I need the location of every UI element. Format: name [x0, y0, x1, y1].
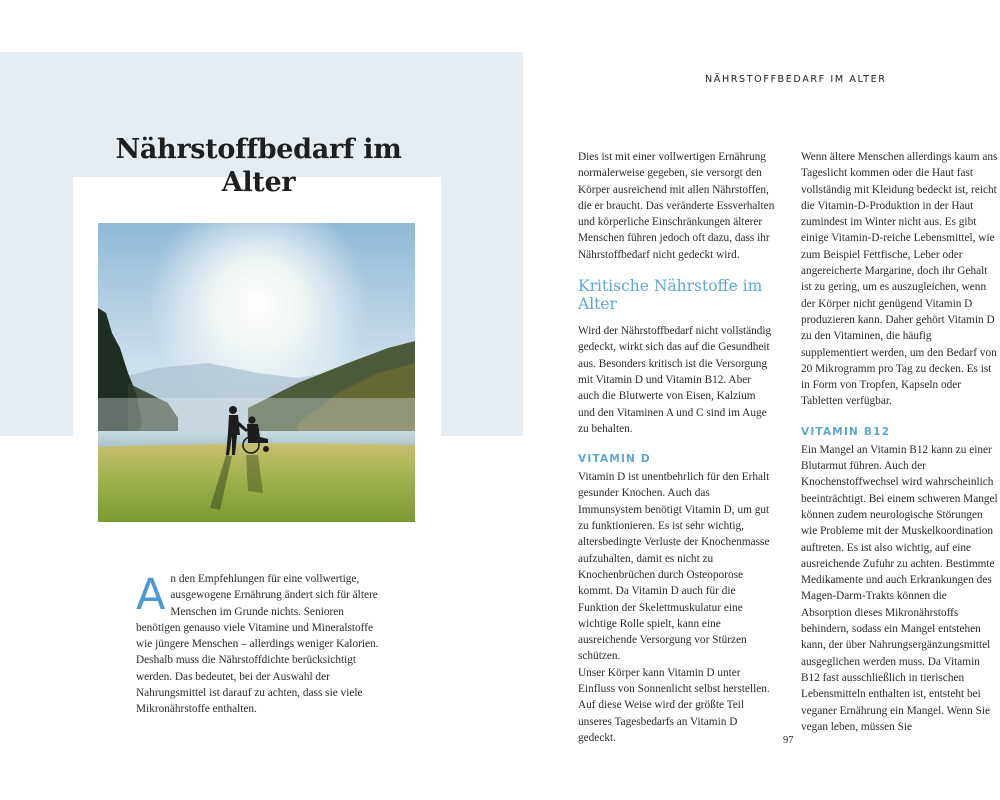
- page-title: Nährstoffbedarf im Alter: [115, 134, 402, 198]
- running-head: NÄHRSTOFFBEDARF IM ALTER: [705, 74, 887, 85]
- paragraph: Wird der Nährstoffbedarf nicht vollständig gedeckt, wirkt sich das auf die Gesundheit aus. Besonders kritisch ist die Versorgung mit Vitamin D und Vitamin B12. Aber auch die Blutwerte von Eisen, Kalzium und den Vitaminen A und C sind im Auge zu behalten.: [578, 325, 772, 435]
- subsection-heading-vitamin-b12: VITAMIN B12: [801, 425, 891, 438]
- text-column-1: [578, 149, 775, 746]
- paragraph: Vitamin D ist unentbehrlich für den Erhalt gesunder Knochen. Auch das Immunsystem benötigt Vitamin D, um gut zu funktionieren. Es ist sehr wichtig, altersbedingte Verluste der Knochenmasse aufzuhalten, damit es nicht zu Knochenbrüchen durch Osteoporose kommt. Da Vitamin D auch für die Funktion der Skelettmuskulatur eine wichtige Rolle spielt, kann eine ausreichende Versorgung vor Stürzen schützen.: [578, 471, 770, 663]
- subsection-heading-vitamin-d: VITAMIN D: [578, 453, 651, 466]
- text-column-2: [801, 149, 999, 735]
- intro-text: n den Empfehlungen für eine vollwertige, ausgewogene Ernährung ändert sich für ältere Menschen im Grunde nichts. Senioren benötigen genauso viele Vitamine und Mineralstoffe wie jüngere Menschen – allerdings weniger Kalorien. Deshalb muss die Nährstoffdichte berücksichtigt werden. Das bedeutet, bei der Auswahl der Nahrungsmittel ist darauf zu achten, dass sie viele Mikronährstoffe enthalten.: [136, 573, 379, 716]
- paragraph: Ein Mangel an Vitamin B12 kann zu einer Blutarmut führen. Auch der Knochenstoffwechsel wird wahrscheinlich beeinträchtigt. Bei einem schweren Mangel können zudem neurologische Störungen wie Probleme mit der Muskelkoordination auftreten. Es ist also wichtig, auf eine ausreichende Zufuhr zu achten. Bestimmte Medikamente und auch Erkrankungen des Magen-Darm-Trakts können die Absorption dieses Mikronährstoffs behindern, sodass ein Mangel entstehen kann, der über Nahrungsergänzungsmittel ausgeglichen werden muss. Da Vitamin B12 fast ausschließlich in tierischen Lebensmitteln enthalten ist, entsteht bei veganer Ernährung ein Mangel. Wenn Sie vegan leben, müssen Sie: [801, 443, 998, 733]
- paragraph: Unser Körper kann Vitamin D unter Einfluss von Sonnenlicht selbst herstellen. Auf diese Weise wird der größte Teil unseres Tagesbedarfs an Vitamin D gedeckt.: [578, 666, 770, 744]
- section-heading: Kritische Nährstoffe im Alter: [578, 277, 763, 314]
- paragraph: Wenn ältere Menschen allerdings kaum ans Tageslicht kommen oder die Haut fast vollständig mit Kleidung bedeckt ist, reicht die Vitamin-D-Produktion in der Haut zumindest im Winter nicht aus. Es gibt einige Vitamin-D-reiche Lebensmittel, wie zum Beispiel Fettfische, Leber oder angereicherte Margarine, doch ihr Gehalt ist zu gering, um es auszugleichen, wenn der Körper nicht genügend Vitamin D produzieren kann. Daher gehört Vitamin D zu den Vitaminen, die häufig supplementiert werden, um den Bedarf von 20 Mikrogramm pro Tag zu decken. Es ist in Form von Tropfen, Kapseln oder Tabletten verfügbar.: [801, 151, 998, 408]
- intro-paragraph: [136, 571, 384, 718]
- photo-elderly-walk: [98, 223, 415, 522]
- drop-cap: A: [136, 570, 166, 620]
- paragraph: Dies ist mit einer vollwertigen Ernährung normalerweise gegeben, sie versorgt den Körper ausreichend mit allen Nährstoffen, die er braucht. Das veränderte Essverhalten und körperliche Einschränkungen älterer Menschen führen jedoch oft dazu, dass ihr Nährstoffbedarf nicht gedeckt wird.: [578, 151, 775, 261]
- page-number: 97: [783, 735, 794, 746]
